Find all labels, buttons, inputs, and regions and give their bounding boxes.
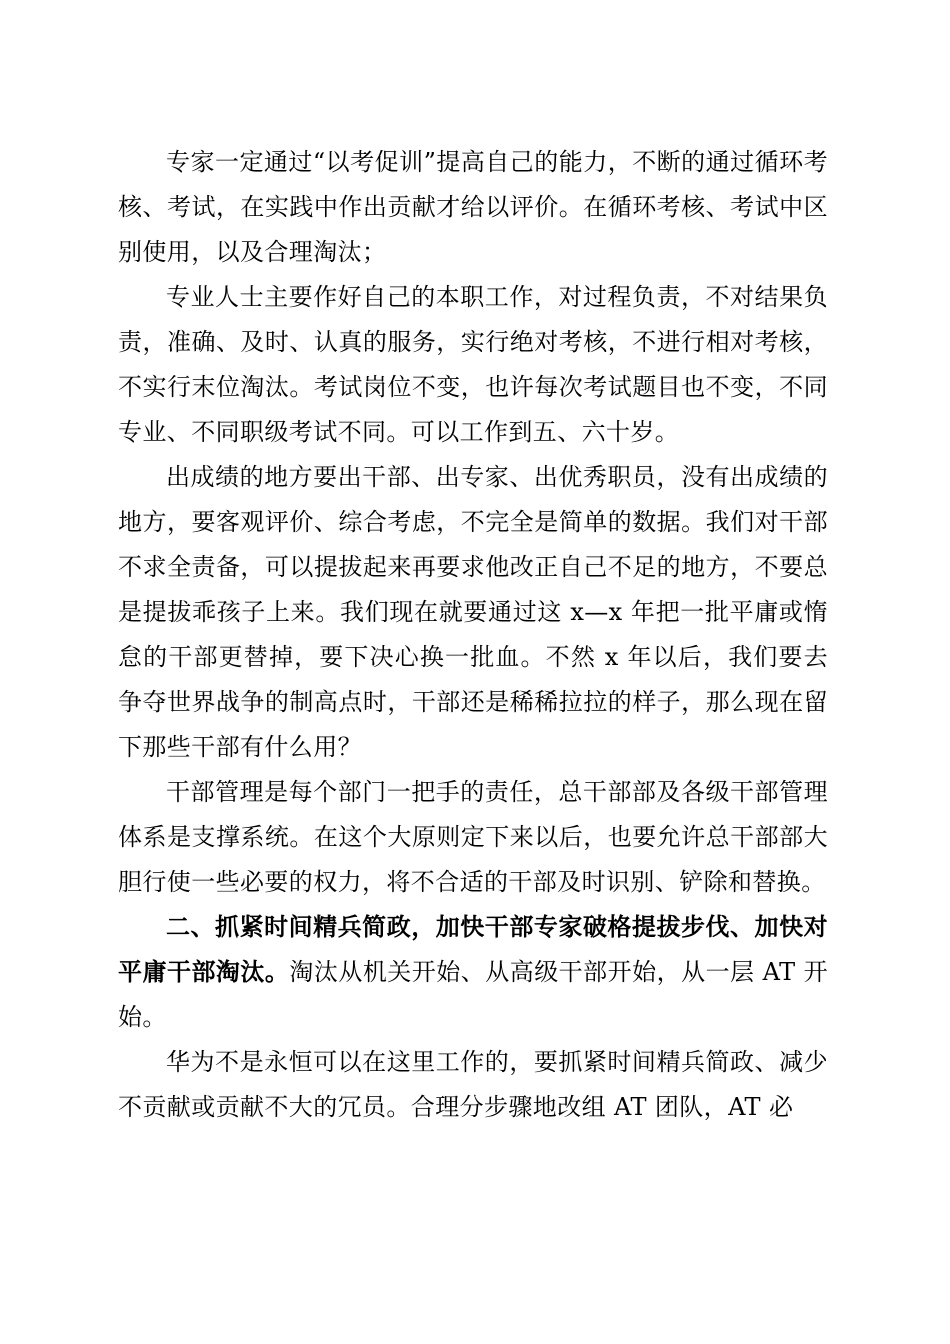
paragraph-cadre-management: 干部管理是每个部门一把手的责任，总干部部及各级干部管理体系是支撑系统。在这个大原则定下来以后，也要允许总干部部大胆行使一些必要的权力，将不合适的干部及时识别、铲除和替换。: [118, 778, 828, 896]
paragraph-professional-staff: 专业人士主要作好自己的本职工作，对过程负责，不对结果负责，准确、及时、认真的服务，实行绝对考核，不进行相对考核，不实行末位淘汰。考试岗位不变，也许每次考试题目也不变，不同专业、不同职级考试不同。可以工作到五、六十岁。: [118, 283, 828, 446]
section-heading-continuation: 淘汰从机关开始、从高级干部开始，从一层 AT 开始。: [118, 958, 828, 1031]
paragraph-performance-promotion: 出成绩的地方要出干部、出专家、出优秀职员，没有出成绩的地方，要客观评价、综合考虑，不完全是简单的数据。我们对干部不求全责备，可以提拔起来再要求他改正自己不足的地方，不要总是提拔乖孩子上来。我们现在就要通过这 x—x 年把一批平庸或惰怠的干部更替掉，要下决心换一批血。不然 x 年以后，我们要去争夺世界战争的制高点时，干部还是稀稀拉拉的样子，那么现在留下那些干部有什么用？: [118, 463, 828, 761]
paragraph-streamline-staff: 华为不是永恒可以在这里工作的，要抓紧时间精兵简政、减少不贡献或贡献不大的冗员。合理分步骤地改组 AT 团队，AT 必: [118, 1048, 828, 1121]
paragraph-section-two: [118, 905, 828, 1040]
document-body: [118, 140, 828, 1130]
paragraph-expert-assessment: 专家一定通过“以考促训”提高自己的能力，不断的通过循环考核、考试，在实践中作出贡献才给以评价。在循环考核、考试中区别使用，以及合理淘汰；: [118, 148, 828, 266]
section-heading: 二、抓紧时间精兵简政，加快干部专家破格提拔步伐、加快对平庸干部淘汰。: [118, 913, 828, 986]
